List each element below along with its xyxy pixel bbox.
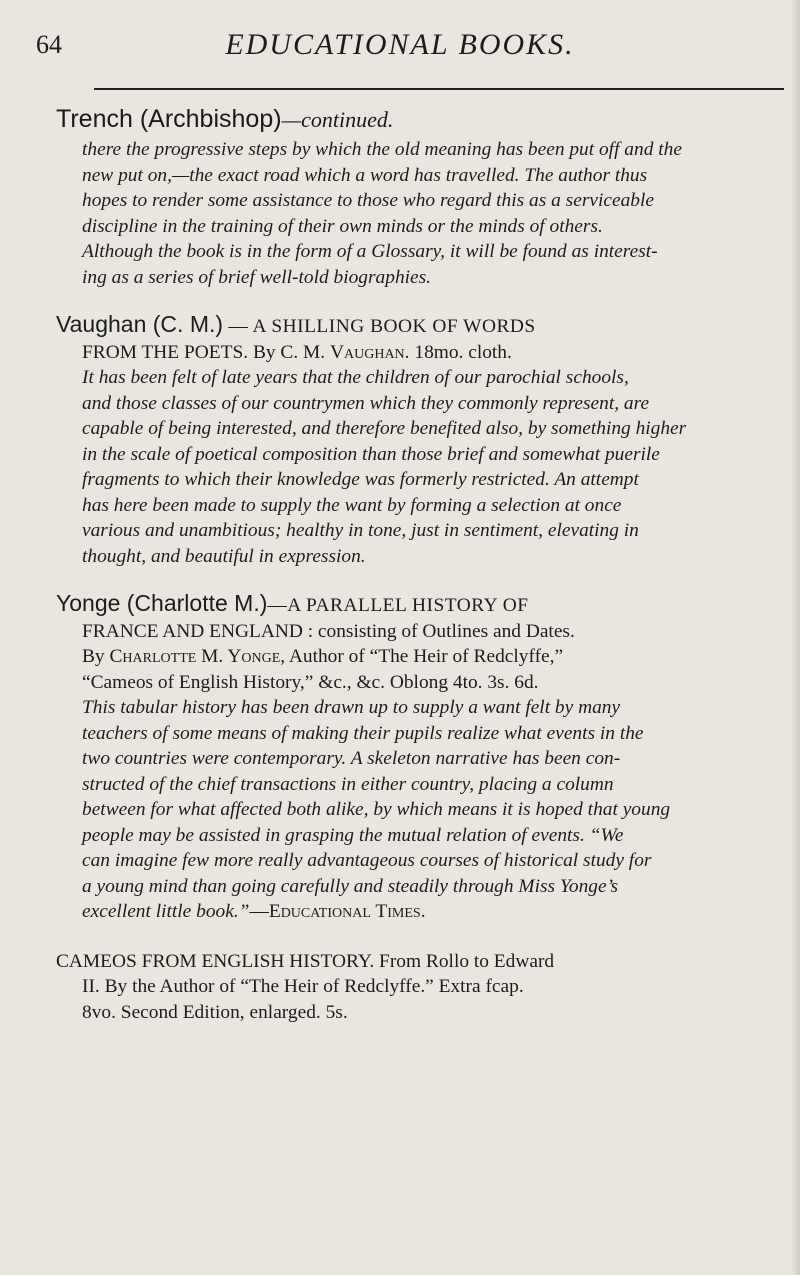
- continued-note: —continued.: [281, 107, 394, 132]
- text-line: It has been felt of late years that the children of our parochial schools,: [82, 367, 629, 389]
- text-line: can imagine few more really advantageous courses of historical study for: [82, 850, 652, 872]
- entry-yonge: [56, 591, 784, 925]
- entry-description: [56, 365, 784, 569]
- text-line: there the progressive steps by which the old meaning has been put off and the: [82, 139, 682, 161]
- book-title-cont: FRANCE AND ENGLAND : consisting of Outlines and Dates.: [82, 620, 575, 642]
- author-small-caps: Charlotte M. Yonge: [109, 646, 281, 668]
- entry-heading: [56, 949, 784, 1026]
- entry-heading: [56, 104, 784, 135]
- text-line: between for what affected both alike, by which means it is hoped that young: [82, 799, 671, 821]
- text-line: has here been made to supply the want by forming a selection at once: [82, 494, 622, 516]
- book-format: “Cameos of English History,” &c., &c. Oblong 4to. 3s. 6d.: [82, 671, 539, 693]
- page-header: [0, 22, 800, 62]
- book-title-cont: FROM THE POETS. By C. M.: [82, 341, 330, 363]
- text-line: fragments to which their knowledge was formerly restricted. An attempt: [82, 469, 639, 491]
- text-line: teachers of some means of making their pupils realize what events in the: [82, 722, 644, 744]
- text-line: capable of being interested, and therefore benefited also, by something higher: [82, 418, 687, 440]
- book-title: CAMEOS FROM ENGLISH HISTORY. From Rollo to Edward: [56, 950, 555, 972]
- page-edge-shadow: [790, 0, 800, 1275]
- text-line: Although the book is in the form of a Glossary, it will be found as interest-: [82, 241, 658, 263]
- entry-trench: [56, 104, 784, 290]
- entry-heading: [56, 591, 784, 695]
- book-format: . 18mo. cloth.: [404, 341, 512, 363]
- text-line: a young mind than going carefully and steadily through Miss Yonge’s: [82, 875, 619, 897]
- text-line: new put on,—the exact road which a word has travelled. The author thus: [82, 164, 648, 186]
- book-format: 8vo. Second Edition, enlarged. 5s.: [82, 1001, 348, 1023]
- page-content: [56, 104, 784, 1025]
- header-rule: [94, 88, 784, 90]
- text-line: various and unambitious; healthy in tone, just in sentiment, elevating in: [82, 520, 639, 542]
- text-line: two countries were contemporary. A skeleton narrative has been con-: [82, 748, 621, 770]
- text-line: thought, and beautiful in expression.: [82, 545, 366, 567]
- review-source: —Educational Times.: [249, 901, 426, 923]
- author-name: Trench (Archbishop): [56, 105, 282, 133]
- text-line: and those classes of our countrymen which they commonly represent, are: [82, 392, 650, 414]
- author-name: Vaughan (C. M.): [56, 311, 224, 338]
- author-small-caps: Vaughan: [330, 341, 405, 363]
- by-text: By: [82, 646, 110, 668]
- text-line: ing as a series of brief well-told biographies.: [82, 266, 432, 288]
- text-line: This tabular history has been drawn up to supply a want felt by many: [82, 697, 621, 719]
- page-number: 64: [36, 30, 62, 59]
- entry-description: [56, 695, 784, 925]
- book-title: —A PARALLEL HISTORY OF: [267, 595, 529, 617]
- book-title-cont: II. By the Author of “The Heir of Redclyffe.” Extra fcap.: [82, 976, 524, 998]
- entry-cameos: [56, 949, 784, 1026]
- text-line: in the scale of poetical composition than those brief and somewhat puerile: [82, 443, 660, 465]
- text-line: structed of the chief transactions in either country, placing a column: [82, 773, 614, 795]
- text-line: people may be assisted in grasping the mutual relation of events. “We: [82, 824, 624, 846]
- text-line: excellent little book.”: [82, 901, 250, 923]
- entry-vaughan: [56, 312, 784, 569]
- author-name: Yonge (Charlotte M.): [56, 590, 268, 617]
- entry-heading: [56, 312, 784, 365]
- running-title: EDUCATIONAL BOOKS.: [225, 28, 575, 61]
- entry-description: [56, 137, 784, 290]
- book-title: — A SHILLING BOOK OF WORDS: [223, 316, 536, 338]
- author-credit: , Author of “The Heir of Redclyffe,”: [280, 646, 564, 668]
- text-line: hopes to render some assistance to those who regard this as a serviceable: [82, 190, 654, 212]
- text-line: discipline in the training of their own minds or the minds of others.: [82, 215, 603, 237]
